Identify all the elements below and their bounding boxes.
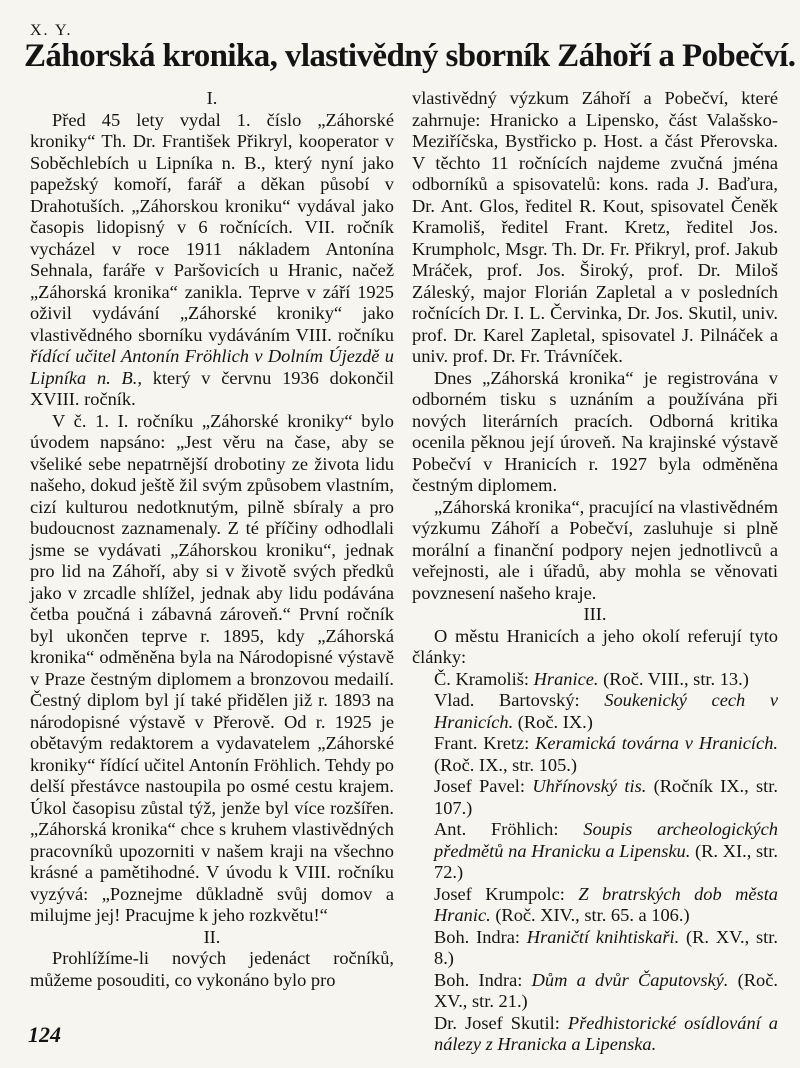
item-title: Hraničtí knihtiskaři. [526,926,680,947]
paragraph-italic: řídící učitel Antonín Fröhlich v Dolním Újezdě u Lipníka n. B., [30,346,394,388]
item-author: Josef Pavel: [434,776,526,796]
section-heading-2: II. [203,926,221,947]
page-number: 124 [28,1022,61,1047]
item-author: Vlad. Bartovský: [434,690,580,710]
item-author: Ant. Fröhlich: [434,819,559,839]
item-title: Soukenický cech v Hranicích. [434,690,778,732]
paragraph: V č. 1. I. ročníku „Záhorské kroniky“ bylo úvodem napsáno: „Jest věru na čase, aby se všeliké sebe nepatrnější drobotiny ze života lidu našeho, dokud ještě žil svým způsobem vlastním, cizí kulturou nedotknutým, pilně sbíraly a pro budoucnost zaznamenaly. Z té příčiny odhodlali jsme se vydávati „Záhorskou kroniku“, jednak pro lid na Záhoří, aby si v životě svých předků jako v zrcadle shlížel, jednak aby lidu podávána četba poučná i zábavná zároveň.“ První ročník byl ukončen teprve r. 1895, kdy „Záhorská kronika“ odměněna byla na Národopisné výstavě v Praze čestným diplomem a bronzovou medailí. Čestný diplom byl jí také přidělen již r. 1893 na národopisné výstavě v Přerově. Od r. 1925 je obětavým redaktorem a vydavatelem „Záhorské kroniky“ řídící učitel Antonín Fröhlich. Tehdy po delší přestávce nastoupila po osmé cestu krajem. Úkol časopisu zůstal týž, jenže byl více rozšířen. „Záhorská kronika“ chce s kruhem vlastivědných pracovníků upozorniti v našem kraji na všechno krásné a pamětihodné. V úvodu k VIII. ročníku vyzývá: „Poznejme důkladně svůj domov a milujme jej! Pracujme k jeho rozkvětu!“ [30,410,394,925]
article-list [412,669,778,1056]
item-title: Soupis archeologických předmětů na Hranicku a Lipensku. [434,819,778,861]
list-item [412,669,778,691]
item-author: Boh. Indra: [434,969,523,990]
list-item [412,927,778,970]
item-ref: (Ročník IX., str. 107.) [434,776,778,818]
item-title: Dům a dvůr Čaputovský. [531,969,729,990]
list-item [412,1013,778,1056]
left-column [30,88,394,991]
item-ref: (Roč. IX.) [517,711,593,732]
paragraph: vlastivědný výzkum Záhoří a Pobečví, které zahrnuje: Hranicko a Lipensko, část Valašsko-Meziříčska, Bystřicko p. Host. a část Přerovska. V těchto 11 ročnících najdeme zvučná jména odborníků a spisovatelů: kons. rada J. Baďura, Dr. Ant. Glos, ředitel R. Kout, spisovatel Čeněk Kramoliš, ředitel Frant. Kretz, ředitel Jos. Krumpholc, Msgr. Th. Dr. Fr. Přikryl, prof. Jakub Mráček, prof. Jos. Široký, prof. Dr. Miloš Záleský, major Florián Zapletal a v posledních ročnících Dr. I. L. Červinka, Dr. Jos. Skutil, univ. prof. Dr. Karel Zapletal, spisovatel J. Pilnáček a univ. prof. Dr. Fr. Trávníček. [412,88,778,366]
item-title: Z bratrských dob města Hranic. [434,883,778,925]
list-item [412,884,778,927]
paragraph-text: který v červnu 1936 dokončil XVIII. ročník. [30,367,394,409]
paragraph: O městu Hranicích a jeho okolí referují tyto články: [412,625,778,667]
right-column [412,88,778,1056]
item-ref: (R. XV., str. 8.) [434,926,778,968]
item-author: Boh. Indra: [434,926,520,947]
item-author: Dr. Josef Skutil: [434,1012,560,1033]
list-item [412,690,778,733]
item-ref: (R. XI., str. 72.) [434,840,778,882]
paragraph-text: Před 45 lety vydal 1. číslo „Záhorské kroniky“ Th. Dr. František Přikryl, kooperator v Soběchlebích u Lipníka n. B., který nyní jako papežský komoří, farář a děkan působí v Drahotuších. „Záhorskou kroniku“ vydával jako časopis lidopisný v 6 ročnících. VII. ročník vycházel v roce 1911 nákladem Antonína Sehnala, faráře v Paršovicích u Hranic, načež „Záhorská kronika“ zanikla. Teprve v září 1925 oživil vydávání „Záhorské kroniky“ jako vlastivědného sborníku vydáváním VIII. ročníku [30,109,394,345]
item-title: Keramická továrna v Hranicích. [535,733,778,753]
item-title: Hranice. [533,668,599,689]
item-title: Předhistorické osídlování a nálezy z Hranicka a Lipenska. [434,1012,778,1054]
paragraph: Dnes „Záhorská kronika“ je registrována v odborném tisku s uznáním a používána při nových literárních pracích. Odborná kritika ocenila pěknou její úroveň. Na krajinské výstavě Pobečví v Hranicích r. 1927 byla odměněna čestným diplomem. [412,367,778,495]
item-ref: (Roč. XIV., str. 65. a 106.) [495,905,690,925]
item-author: Č. Kramoliš: [434,668,530,689]
item-ref: (Roč. VIII., str. 13.) [603,668,749,689]
item-author: Frant. Kretz: [434,733,530,753]
item-title: Uhřínovský tis. [532,776,647,796]
item-ref: (Roč. IX., str. 105.) [434,754,578,775]
item-ref: (Roč. XV., str. 21.) [434,969,778,1011]
list-item [412,733,778,776]
paragraph [30,110,394,411]
article-title: Záhorská kronika, vlastivědný sborník Záhoří a Pobečví. [24,38,796,74]
item-author: Josef Krumpolc: [434,883,565,904]
article-author: X. Y. [30,22,73,39]
list-item [412,970,778,1013]
list-item [412,819,778,884]
paragraph: „Záhorská kronika“, pracující na vlastivědném výzkumu Záhoří a Pobečví, zasluhuje si plně morální a finanční podpory nejen jednotlivců a veřejnosti, ale i úřadů, aby mohla se věnovati povznesení našeho kraje. [412,496,778,603]
section-heading-1: I. [206,88,218,108]
section-heading-3: III. [583,604,607,624]
list-item [412,776,778,819]
paragraph: Prohlížíme-li nových jedenáct ročníků, můžeme posouditi, co vykonáno bylo pro [30,948,394,990]
